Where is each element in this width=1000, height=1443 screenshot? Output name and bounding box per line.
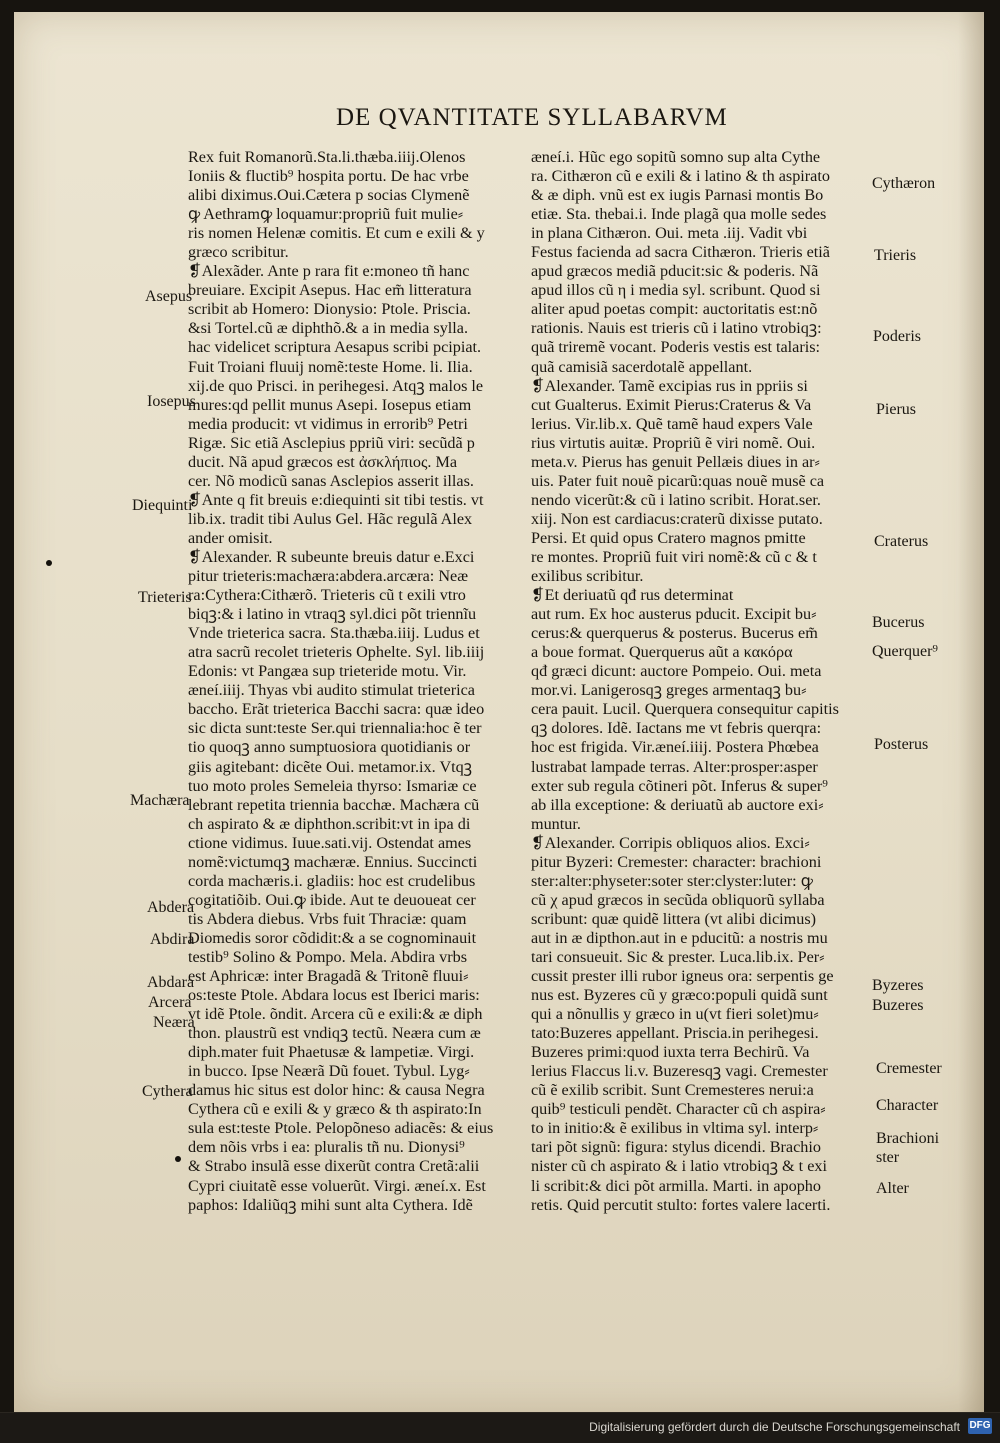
text-line: Cypri ciuitatẽ esse voluerũt. Virgi. æneí.x. Est: [188, 1176, 486, 1195]
text-line: Vnde trieterica sacra. Sta.thæba.iiij. Ludus et: [188, 624, 480, 643]
text-line: thon. plaustrũ est vndiqꝫ tectũ. Neæra cum æ: [188, 1024, 481, 1043]
text-line: hac videlicet scriptura Aesapus scribi pcipiat.: [188, 338, 482, 357]
text-line: æneí.iiij. Thyas vbi audito stimulat trieterica: [188, 681, 475, 700]
text-line: pitur Byzeri: Cremester: character: brachioni: [531, 852, 822, 871]
text-line: Buzeres primi:quod iuxta terra Bechirũ. Va: [531, 1043, 810, 1062]
text-line: ❡Alexander. Corripis obliquos alios. Exci⸗: [531, 833, 810, 852]
text-line: pitur trieteris:machæra:abdera.arcæra: Neæ: [188, 567, 469, 586]
text-line: ctione vidimus. Iuue.sati.vij. Ostendat ames: [188, 833, 472, 852]
text-line: muntur.: [531, 814, 581, 833]
text-line: ab illa exceptione: & deriuatũ ab auctore exi⸗: [531, 795, 824, 814]
text-line: sic dicta sunt:teste Ser.qui triennalia:hoc ẽ ter: [188, 719, 482, 738]
text-line: scribunt: quæ quidẽ littera (vt alibi dicimus): [531, 909, 817, 928]
text-line: giis agitebant: dicẽte Oui. metamor.ix. Vtqꝫ: [188, 757, 473, 776]
gloss-cythera: Cythera: [142, 1083, 193, 1100]
text-line: atra sacrũ recolet trieteris Ophelte. Syl. lib.iiij: [188, 643, 485, 662]
gloss-abdara: Abdara: [147, 974, 195, 991]
text-line: xij.de quo Prisci. in perihegesi. Atqꝫ malos le: [188, 376, 484, 395]
text-line: Cythera cũ e exili & y græco & th aspirato:In: [188, 1100, 482, 1119]
gloss-character: Character: [876, 1097, 939, 1114]
text-line: ch aspirato & æ diphthon.scribit:vt in ipa di: [188, 814, 471, 833]
gloss-byzeres: Byzeres: [872, 977, 924, 994]
text-line: Rex fuit Romanorũ.Sta.li.thæba.iiij.Olenos: [188, 148, 466, 166]
gloss-ster: ster: [876, 1149, 900, 1166]
text-line: scribit ab Homero: Dionysio: Ptole. Priscia.: [188, 300, 471, 319]
text-line: ra. Cithæron cũ e exili & i latino & th aspirato: [531, 167, 830, 186]
text-line: li scribit:& dici põt armilla. Marti. in apopho: [531, 1176, 821, 1195]
text-line: ster:alter:physeter:soter ster:clyster:luter: ꝙ: [531, 871, 813, 890]
text-line: nomẽ:victumqꝫ machæræ. Ennius. Succincti: [188, 852, 478, 871]
text-line: quib⁹ testiculi pendẽt. Character cũ ch aspira⸗: [531, 1100, 826, 1119]
text-line: xiij. Non est cardiacus:craterũ dixisse putato.: [531, 509, 823, 528]
left-text-column: [188, 148, 524, 1215]
text-line: apud græcos mediã pducit:sic & poderis. Nã: [531, 262, 819, 281]
gloss-trieris: Trieris: [874, 247, 917, 264]
text-line: Ioniis & fluctib⁹ hospita portu. De hac vrbe: [188, 167, 469, 186]
text-line: mures:qd pellit munus Asepi. Iosepus etiam: [188, 395, 472, 414]
gloss-buzeres: Buzeres: [872, 997, 924, 1014]
text-line: qđ græci dicunt: auctore Pompeio. Oui. meta: [531, 662, 822, 681]
text-line: & æ diph. vnũ est ex iugis Parnasi montis Bo: [531, 186, 824, 205]
text-line: est Aphricæ: inter Bragadã & Tritonẽ fluui⸗: [188, 967, 469, 986]
gloss-asepus: Asepus: [145, 288, 193, 305]
text-line: nister cũ ch aspirato & i latio vtrobiqꝫ & t exi: [531, 1157, 827, 1176]
text-line: in bucco. Ipse Neærã Dũ fouet. Tybul. Lyg⸗: [188, 1062, 470, 1081]
text-line: cera pauit. Lucil. Querquera consequitur capitis: [531, 700, 839, 719]
text-line: lib.ix. tradit tibi Aulus Gel. Hãc regulã Alex: [188, 509, 473, 528]
text-line: cut Gualterus. Eximit Pierus:Craterus & Va: [531, 395, 812, 414]
text-line: ducit. Nã apud græcos est ἀσκλήπιος. Ma: [188, 452, 458, 471]
text-line: apud illos cũ η i media syl. scribunt. Quod si: [531, 281, 821, 300]
gloss-bucerus: Bucerus: [872, 614, 925, 631]
gloss-pierus: Pierus: [876, 401, 916, 418]
text-line: in plana Cithæron. Oui. meta .iij. Vadit vbi: [531, 224, 808, 243]
text-line: ra:Cythera:Cithærõ. Trieteris cũ t exili vtro: [188, 586, 466, 605]
text-line: diph.mater fuit Phaetusæ & lampetiæ. Virgi.: [188, 1043, 475, 1062]
gloss-querquerus: Querquer⁹: [872, 643, 938, 660]
footer-credit: Digitalisierung gefördert durch die Deutsche Forschungsgemeinschaft: [589, 1420, 960, 1434]
text-line: ❡Alexander. R subeunte breuis datur e.Exci: [188, 547, 475, 566]
text-line: tio quoqꝫ anno sumptuosiora quotidianis or: [188, 738, 471, 757]
text-line: cer. Nõ modicũ sanas Asclepios asserit illas.: [188, 471, 474, 490]
text-line: corda machæris.i. gladiis: hoc est crudelibus: [188, 871, 476, 890]
text-line: rationis. Nauis est trieris cũ i latino vtrobiqꝫ:: [531, 319, 822, 338]
text-line: os:teste Ptole. Abdara locus est Iberici maris:: [188, 986, 480, 1005]
gloss-cremester: Cremester: [876, 1060, 942, 1077]
text-line: rius virtutis auitæ. Propriũ ẽ viri nomẽ. Oui.: [531, 433, 816, 452]
text-line: ris nomen Helenæ comitis. Et cum e exili & y: [188, 224, 485, 243]
text-line: etiæ. Sta. thebai.i. Inde plagã qua molle sedes: [531, 205, 827, 224]
text-line: ❡Ante q fit breuis e:diequinti sit tibi testis. vt: [188, 490, 484, 509]
text-line: damus hic situs est dolor hinc: & causa Negra: [188, 1081, 485, 1100]
gloss-alter: Alter: [876, 1180, 909, 1197]
text-line: quã camisiã sacerdotalẽ appellant.: [531, 357, 753, 376]
text-line: cussit prester illi rubor igneus ora: serpentis ge: [531, 967, 834, 986]
text-line: lebrant repetita triennia bacchæ. Machæra cũ: [188, 795, 480, 814]
text-line: tis Abdera diebus. Vrbs fuit Thraciæ: quam: [188, 909, 467, 928]
gloss-posterus: Posterus: [874, 736, 929, 753]
gloss-trieteris: Trieteris: [138, 589, 192, 606]
text-line: ꝙ Aethramꝙ loquamur:propriũ fuit mulie⸗: [188, 205, 464, 224]
dfg-logo: DFG: [968, 1418, 992, 1434]
text-line: a boue format. Querquerus aũt a κακόρα: [531, 643, 793, 662]
text-line: mor.vi. Lanigerosqꝫ greges armentaqꝫ bu⸗: [531, 681, 807, 700]
pointer-dot-icon: [46, 560, 52, 566]
text-line: exter sub regula cõtineri põt. Inferus & super⁹: [531, 776, 828, 795]
text-line: tuo moto proles Semeleia thyrso: Ismariæ ce: [188, 776, 477, 795]
gloss-neaera: Neæra: [153, 1014, 195, 1031]
text-line: baccho. Erãt trieterica Bacchi sacra: quæ ideo: [188, 700, 485, 719]
text-line: qꝫ dolores. Idẽ. Iactans me vt febris querqra:: [531, 719, 822, 738]
gloss-poderis: Poderis: [873, 328, 921, 345]
text-line: nendo vicerũt:& cũ i latino scribit. Horat.ser.: [531, 490, 821, 509]
gloss-craterus: Craterus: [874, 533, 929, 550]
text-line: æneí.i. Hũc ego sopitũ somno sup alta Cythe: [531, 148, 821, 166]
text-line: Festus facienda ad sacra Cithæron. Trieris etiã: [531, 243, 830, 262]
text-line: Rigæ. Sic etiã Asclepius ppriũ viri: secũdã p: [188, 433, 475, 452]
text-line: meta.v. Pierus has genuit Pellæis diues in ar⸗: [531, 452, 820, 471]
text-line: cũ ẽ exilib scribit. Sunt Cremesteres nerui:a: [531, 1081, 814, 1100]
text-line: tari consueuit. Sic & prester. Luca.lib.ix. Per⸗: [531, 947, 825, 966]
gloss-abdira: Abdira: [150, 931, 195, 948]
text-line: Diomedis soror cõdidit:& a se cognominauit: [188, 928, 477, 947]
text-line: ❡Et deriuatũ qđ rus determinat: [531, 586, 734, 605]
gloss-diequinti: Diequinti: [132, 497, 193, 514]
text-line: aut in æ dipthon.aut in e pducitũ: a nostris mu: [531, 928, 828, 947]
text-line: alibi diximus.Oui.Cætera p socias Clymenẽ: [188, 186, 470, 205]
text-line: biqꝫ:& i latino in vtraqꝫ syl.dici põt triennĩu: [188, 605, 477, 624]
text-line: paphos: Idaliũqꝫ mihi sunt alta Cythera. Idẽ: [188, 1195, 473, 1214]
text-line: ❡Alexãder. Ante p rara fit e:moneo tñ hanc: [188, 262, 470, 281]
text-line: græco scribitur.: [188, 243, 289, 262]
text-line: uis. Pater fuit nouẽ picarũ:quas nouẽ musẽ ca: [531, 471, 825, 490]
text-line: Persi. Et quid opus Cratero magnos pmitte: [531, 528, 806, 547]
text-line: &si Tortel.cũ æ diphthõ.& a in media sylla.: [188, 319, 469, 338]
text-line: cerus:& querquerus & posterus. Bucerus em̃: [531, 624, 818, 643]
text-line: ander omisit.: [188, 528, 273, 547]
text-line: cogitatiõib. Oui.ꝙ ibide. Aut te deuoueat cer: [188, 890, 476, 909]
gloss-cythaeron: Cythæron: [872, 175, 936, 192]
text-line: tato:Buzeres appellant. Priscia.in perihegesi.: [531, 1024, 819, 1043]
text-line: tari põt signũ: figura: stylus dicendi. Brachio: [531, 1138, 821, 1157]
text-line: retis. Quid percutit stulto: fortes valere lacerti.: [531, 1195, 831, 1214]
text-line: lustrabat lampade terras. Alter:prosper:asper: [531, 757, 818, 776]
text-line: testib⁹ Solino & Pompo. Mela. Abdira vrbs: [188, 947, 468, 966]
text-line: aut rum. Ex hoc austerus pducit. Excipit bu⸗: [531, 605, 817, 624]
text-line: media producit: vt vidimus in errorib⁹ Petri: [188, 414, 468, 433]
text-line: Edonis: vt Pangæa sup trieteride motu. Vir.: [188, 662, 467, 681]
text-line: sula est:teste Ptole. Pelopõneso adiacẽs: & eius: [188, 1119, 494, 1138]
text-line: cũ χ apud græcos in secũda obliquorũ syllaba: [531, 890, 825, 909]
text-line: breuiare. Excipit Asepus. Hac em̃ litteratura: [188, 281, 472, 300]
text-line: dem nõis vrbs i ea: pluralis tñ nu. Dionysi⁹: [188, 1138, 465, 1157]
right-text-column: [531, 148, 871, 1215]
text-line: Fuit Troiani fluuij nomẽ:teste Home. li. Ilia.: [188, 357, 473, 376]
text-line: nus est. Byzeres cũ y græco:populi quidã sunt: [531, 986, 828, 1005]
gloss-abdera: Abdera: [147, 899, 195, 916]
text-line: hoc est frigida. Vir.æneí.iiij. Postera Phœbea: [531, 738, 819, 757]
text-line: re montes. Propriũ fuit viri nomẽ:& cũ c & t: [531, 547, 817, 566]
text-line: to in initio:& ẽ exilibus in vltima syl. interp⸗: [531, 1119, 819, 1138]
gloss-iosepus: Iosepus: [147, 393, 196, 410]
text-line: lerius. Vir.lib.x. Quẽ tamẽ haud expers Vale: [531, 414, 813, 433]
text-line: vt idẽ Ptole. õndit. Arcera cũ e exili:& æ diph: [188, 1005, 483, 1024]
text-line: aliter apud poetas compit: auctoritatis est:nõ: [531, 300, 818, 319]
gloss-arcera: Arcera: [148, 994, 192, 1011]
gloss-brachionister: Brachioni: [876, 1130, 940, 1147]
text-line: ❡Alexander. Tamẽ excipias rus in ppriis si: [531, 376, 808, 395]
text-line: & Strabo insulã esse dixerũt contra Cretã:alii: [188, 1157, 480, 1176]
running-title: DE QVANTITATE SYLLABARVM: [336, 104, 728, 131]
text-line: lerius Flaccus li.v. Buzeresqꝫ vagi. Cremester: [531, 1062, 828, 1081]
gloss-machaera: Machæra: [130, 792, 190, 809]
pointer-dot-icon: [175, 1156, 181, 1162]
text-line: exilibus scribitur.: [531, 567, 644, 586]
text-line: quã triremẽ vocant. Poderis vestis est talaris:: [531, 338, 821, 357]
text-line: qui a nõnullis y græco in u(vt fieri solet)mu⸗: [531, 1005, 819, 1024]
